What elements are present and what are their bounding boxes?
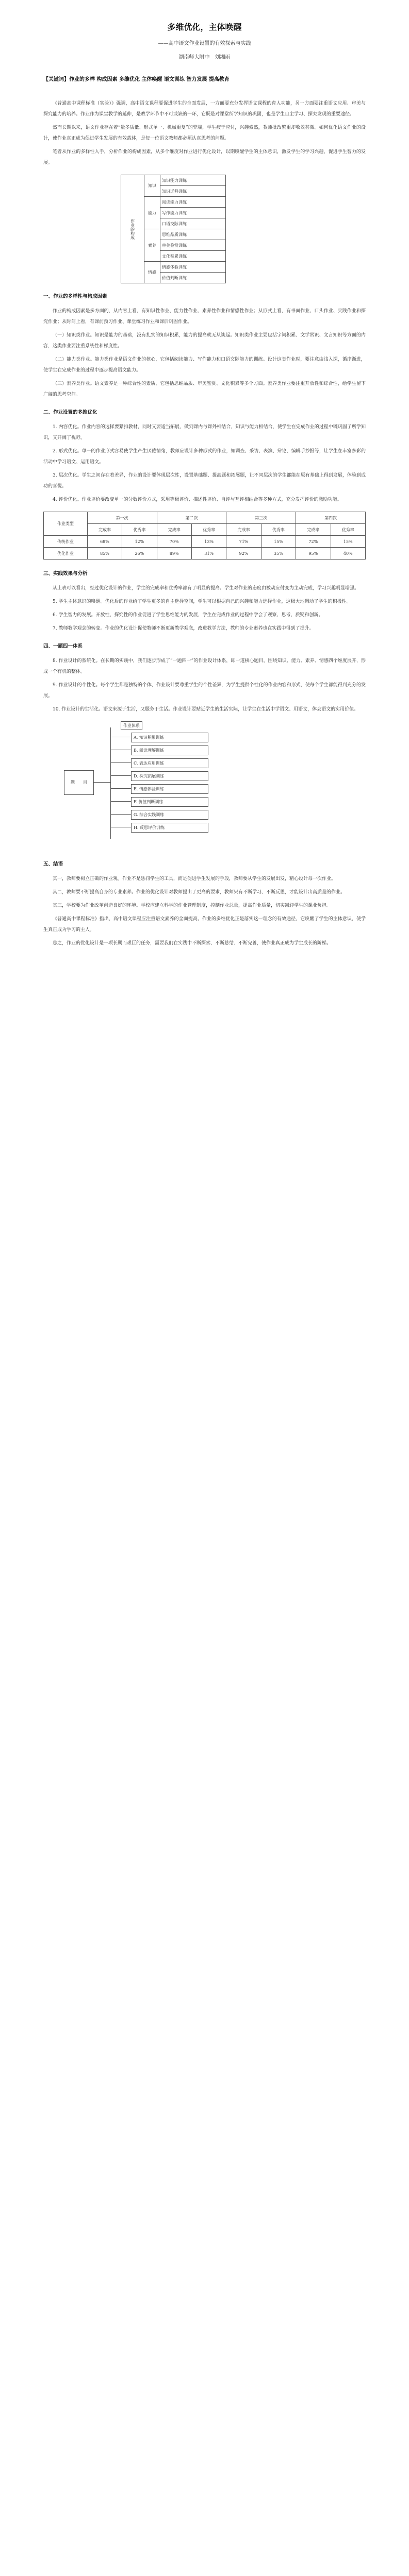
diagram-item: C. 表达应用训练 [131,758,208,768]
table2-cell: 70% [157,536,191,548]
body-paragraph: 从上表可以看出，经过优化设计的作业，学生的完成率和优秀率都有了明显的提高。学生对作业的态度由被动应付变为主动完成，学习兴趣明显增强。 [53,586,359,591]
diagram-connector [110,762,131,763]
keywords: 【关键词】作业的多样 构成因素 多维优化 主体唤醒 语文训练 智力发展 提高教育 [43,77,230,82]
body-paragraph: （二）能力类作业。能力类作业是语文作业的核心，它包括阅读能力、写作能力和口语交际能力的训练。设计这类作业时，要注意由浅入深，循序渐进，使学生在完成作业的过程中逐步提高语文能力。 [43,357,366,373]
table2-header: 第四次 [296,512,366,524]
table1-item: 知识能力训练 [160,175,226,186]
table1-item: 思维品质训练 [160,229,226,240]
table2-cell: 95% [296,548,331,560]
table-row [44,536,366,548]
body-paragraph: 4. 评价优化。作业评价要改变单一的分数评价方式，采用等级评价、描述性评价、自评与互评相结合等多种方式，充分发挥评价的激励功能。 [53,497,342,502]
table2-cell: 传统作业 [44,536,88,548]
body-paragraph: （三）素养类作业。语文素养是一种综合性的素质，它包括思维品质、审美鉴赏、文化积累等多个方面。素养类作业要注重开放性和综合性，给学生留下广阔的思考空间。 [43,381,366,397]
author-line: 湖南师大附中 刘湘雨 [178,55,231,60]
table2-cell: 85% [87,548,122,560]
table2-cell: 35% [261,548,296,560]
table2-subheader: 完成率 [157,524,191,536]
diagram-item: F. 价值判断训练 [131,797,208,807]
body-paragraph: 总之，作业的优化设计是一项长期而艰巨的任务，需要我们在实践中不断探索、不断总结、不断完善，使作业真正成为学生成长的阶梯。 [53,941,332,946]
table2-cell: 72% [296,536,331,548]
diagram-center-box: 题 目 [64,770,94,795]
table1-item: 口语交际训练 [160,218,226,229]
diagram-item: E. 情感体验训练 [131,784,208,794]
diagram-item: D. 探究拓展训练 [131,771,208,781]
body-paragraph: 6. 学生智力的发展。开放性、探究性的作业促进了学生思维能力的发展，学生在完成作业的过程中学会了观察、思考、质疑和创新。 [53,613,323,618]
body-paragraph: 《普通高中课程标准》指出，高中语文课程应注重语文素养的全面提高。作业的多维优化正是落实这一理念的有效途径，它唤醒了学生的主体意识，使学生真正成为学习的主人。 [43,917,366,933]
table2-subheader: 优秀率 [122,524,157,536]
table2-subheader: 优秀率 [191,524,226,536]
table2-cell: 89% [157,548,191,560]
table2-cell: 92% [226,548,261,560]
table2-cell: 15% [261,536,296,548]
table1-group: 素养 [144,229,160,262]
diagram-item: A. 知识积累训练 [131,733,208,742]
diagram-connector [110,775,131,776]
body-paragraph: 其二，教师要不断提高自身的专业素养。作业的优化设计对教师提出了更高的要求，教师只有不断学习、不断反思，才能设计出高质量的作业。 [53,890,346,895]
intro-paragraph: 然而长期以来，语文作业存在着“量多质低、形式单一、机械重复”的弊端，学生疲于应付，兴趣索然，教师批改繁重却收效甚微。如何优化语文作业的设计，使作业真正成为促进学生发展的有效载体，是每一位语文教师都必须认真思考的问题。 [43,125,366,141]
table2-header: 第三次 [226,512,296,524]
table2-cell: 40% [331,548,365,560]
table2-header: 第二次 [157,512,226,524]
diagram-connector [110,788,131,789]
table1-left-cell: 作业的构成 [121,175,144,283]
intro-paragraph: 笔者从作业的多样性入手，分析作业的构成因素，从多个维度对作业进行优化设计，以期唤醒学生的主体意识，激发学生的学习兴趣，促进学生智力的发展。 [43,149,366,165]
table2-header: 第一次 [87,512,157,524]
body-paragraph: 8. 作业设计的系统化。在长期的实践中，我们逐步形成了“一题四一”的作业设计体系，即一道核心题目，围绕知识、能力、素养、情感四个维度展开，形成一个有机的整体。 [43,658,366,674]
diagram-item: B. 阅读理解训练 [131,745,208,755]
table1-item: 价值判断训练 [160,273,226,283]
table1-item: 写作能力训练 [160,208,226,218]
table2-cell: 31% [191,548,226,560]
page-title: 多维优化，主体唤醒 [167,22,242,32]
table2-subheader: 优秀率 [331,524,365,536]
body-paragraph: （一）知识类作业。知识是能力的基础，没有扎实的知识积累，能力的提高就无从谈起。知识类作业主要包括字词积累、文学常识、文言知识等方面的内容，这类作业要注重系统性和梯度性。 [43,333,366,349]
diagram-connector [110,814,131,815]
table2-cell: 68% [87,536,122,548]
body-paragraph: 10. 作业设计的生活化。语文来源于生活，又服务于生活。作业设计要贴近学生的生活实际，让学生在生活中学语文、用语文，体会语文的实用价值。 [53,707,359,712]
diagram-connector [110,727,111,839]
section-heading: 二、作业设置的多维优化 [43,410,97,415]
table2-subheader: 完成率 [87,524,122,536]
body-paragraph: 5. 学生主体意识的唤醒。优化后的作业给了学生更多的自主选择空间，学生可以根据自己的兴趣和能力选择作业，这极大地调动了学生的积极性。 [53,599,351,604]
body-paragraph: 其三，学校要为作业改革创造良好的环境。学校应建立科学的作业管理制度，控制作业总量，提高作业质量，切实减轻学生的课业负担。 [53,903,332,908]
composition-table [121,175,226,283]
body-paragraph: 3. 层次优化。学生之间存在着差异，作业的设计要体现层次性，设置基础题、提高题和拓展题，让不同层次的学生都能在原有基础上得到发展，体验到成功的喜悦。 [43,473,366,489]
table1-item: 知识迁移训练 [160,186,226,197]
document-content [43,21,366,952]
diagram-connector [110,801,131,802]
table1-item: 情感体验训练 [160,262,226,273]
section-heading: 五、结语 [43,861,63,867]
body-paragraph: 作业的构成因素是多方面的，从内容上看，有知识性作业、能力性作业、素养性作业和情感性作业；从形式上看，有书面作业、口头作业、实践作业和探究作业；从时间上看，有课前预习作业、课堂练习作业和课后巩固作业。 [43,309,366,325]
table1-group: 情感 [144,262,160,283]
diagram-label: 作业体系 [121,721,142,730]
body-paragraph: 2. 形式优化。单一的作业形式容易使学生产生厌倦情绪，教师应设计多种形式的作业，如调查、采访、表演、辩论、编辑手抄报等，让学生在丰富多彩的活动中学习语文、运用语文。 [43,449,366,465]
table2-cell: 15% [331,536,365,548]
intro-paragraph: 《普通高中课程标准（实验）》强调，高中语文课程要促进学生的全面发展，一方面要充分发挥语文课程的育人功能，另一方面要注重语文应用、审美与探究能力的培养。作业作为课堂教学的延伸，是教学环节中不可或缺的一环，它既是对课堂所学知识的巩固，也是学生自主学习、探究发现的重要途径。 [43,101,366,117]
diagram-item: G. 综合实践训练 [131,810,208,820]
section-heading: 一、作业的多样性与构成因素 [43,294,107,299]
page-subtitle: ——高中语文作业设置的有效探索与实践 [158,41,251,46]
table2-cell: 26% [122,548,157,560]
table2-subheader: 优秀率 [261,524,296,536]
diagram-connector [93,782,110,783]
body-paragraph: 1. 内容优化。作业内容的选择要紧扣教材，同时又要适当拓展，做到课内与课外相结合，知识与能力相结合，使学生在完成作业的过程中既巩固了所学知识，又开阔了视野。 [43,425,366,440]
table2-cell: 13% [191,536,226,548]
table2-cell: 优化作业 [44,548,88,560]
table-row [44,548,366,560]
results-table [43,512,366,560]
section-heading: 三、实践效果与分析 [43,571,88,577]
body-paragraph: 9. 作业设计的个性化。每个学生都是独特的个体，作业设计要尊重学生的个性差异，为学生提供个性化的作业内容和形式，使每个学生都能得到充分的发展。 [43,683,366,699]
table1-group: 能力 [144,197,160,229]
table1-item: 阅读能力训练 [160,197,226,208]
table2-cell: 71% [226,536,261,548]
body-paragraph: 其一，教师要树立正确的作业观。作业不是惩罚学生的工具，而是促进学生发展的手段，教师要从学生的发展出发，精心设计每一次作业。 [53,876,336,882]
table2-header: 作业类型 [44,512,88,536]
table1-item: 文化积累训练 [160,251,226,262]
diagram-item: H. 反思评价训练 [131,823,208,833]
table2-subheader: 完成率 [226,524,261,536]
table2-cell: 12% [122,536,157,548]
table2-subheader: 完成率 [296,524,331,536]
system-diagram [43,721,366,850]
table1-group: 知识 [144,175,160,197]
section-heading: 四、一题四一体系 [43,643,83,649]
body-paragraph: 7. 教师教学观念的转变。作业的优化设计促使教师不断更新教学观念，改进教学方法，教师的专业素养也在实践中得到了提升。 [53,626,314,631]
table1-item: 审美鉴赏训练 [160,240,226,251]
